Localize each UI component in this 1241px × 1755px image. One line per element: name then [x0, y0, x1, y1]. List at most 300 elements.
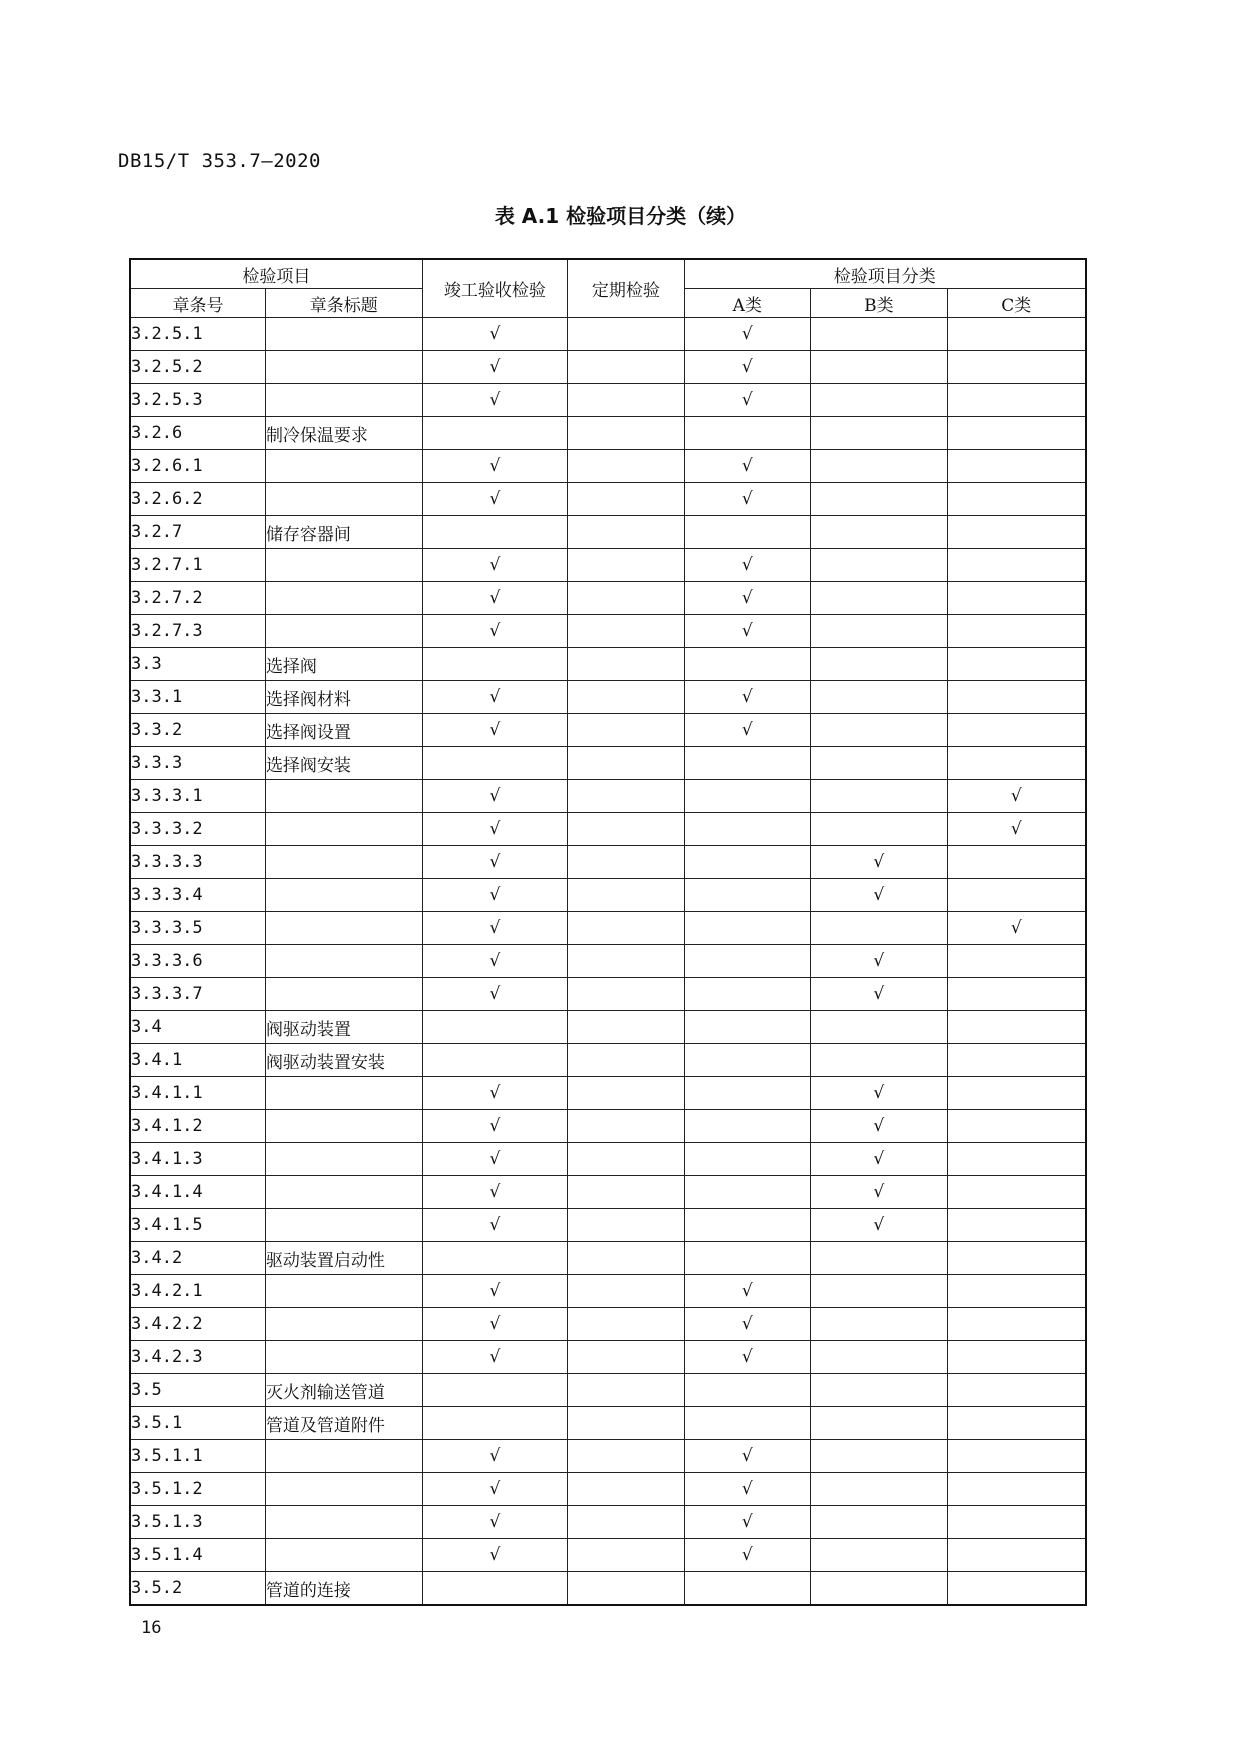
- periodic-check-cell: [568, 780, 684, 813]
- completion-check-cell: √: [422, 1473, 568, 1506]
- class-c-check-cell: [947, 1011, 1086, 1044]
- chapter-title-cell: [265, 384, 422, 417]
- chapter-title-cell: [265, 780, 422, 813]
- completion-check-cell: √: [422, 351, 568, 384]
- class-b-check-cell: [811, 582, 948, 615]
- chapter-number-cell: 3.4.2: [130, 1242, 265, 1275]
- completion-check-cell: √: [422, 615, 568, 648]
- class-c-check-cell: [947, 384, 1086, 417]
- class-a-check-cell: [684, 846, 810, 879]
- chapter-title-cell: [265, 978, 422, 1011]
- class-c-check-cell: [947, 681, 1086, 714]
- completion-check-cell: √: [422, 582, 568, 615]
- table-row: [130, 813, 1086, 846]
- inspection-classification-table: [129, 258, 1087, 1606]
- periodic-check-cell: [568, 681, 684, 714]
- class-a-check-cell: [684, 1077, 810, 1110]
- class-a-check-cell: [684, 1209, 810, 1242]
- class-a-check-cell: √: [684, 1341, 810, 1374]
- class-a-check-cell: [684, 1044, 810, 1077]
- class-b-check-cell: [811, 1308, 948, 1341]
- completion-check-cell: √: [422, 912, 568, 945]
- chapter-number-cell: 3.3.2: [130, 714, 265, 747]
- class-c-check-cell: [947, 549, 1086, 582]
- class-a-check-cell: √: [684, 1539, 810, 1572]
- periodic-check-cell: [568, 1473, 684, 1506]
- periodic-check-cell: [568, 384, 684, 417]
- class-a-check-cell: [684, 648, 810, 681]
- class-b-check-cell: [811, 1044, 948, 1077]
- chapter-number-cell: 3.3.3.1: [130, 780, 265, 813]
- completion-check-cell: √: [422, 813, 568, 846]
- class-a-check-cell: √: [684, 318, 810, 351]
- chapter-number-cell: 3.2.6.1: [130, 450, 265, 483]
- periodic-check-cell: [568, 582, 684, 615]
- completion-check-cell: √: [422, 1506, 568, 1539]
- class-a-check-cell: √: [684, 1308, 810, 1341]
- chapter-title-cell: 选择阀安装: [265, 747, 422, 780]
- periodic-check-cell: [568, 516, 684, 549]
- class-a-check-cell: √: [684, 549, 810, 582]
- periodic-check-cell: [568, 1077, 684, 1110]
- chapter-title-cell: 灭火剂输送管道: [265, 1374, 422, 1407]
- class-c-check-cell: [947, 1209, 1086, 1242]
- chapter-number-cell: 3.4.1.3: [130, 1143, 265, 1176]
- chapter-number-cell: 3.2.6.2: [130, 483, 265, 516]
- periodic-check-cell: [568, 1440, 684, 1473]
- class-b-check-cell: [811, 747, 948, 780]
- chapter-title-cell: 储存容器间: [265, 516, 422, 549]
- class-c-check-cell: [947, 1341, 1086, 1374]
- chapter-number-cell: 3.5.1.4: [130, 1539, 265, 1572]
- table-row: [130, 945, 1086, 978]
- class-b-check-cell: [811, 615, 948, 648]
- table-row: [130, 1473, 1086, 1506]
- class-c-check-cell: [947, 1407, 1086, 1440]
- periodic-check-cell: [568, 1011, 684, 1044]
- chapter-number-cell: 3.2.5.3: [130, 384, 265, 417]
- table-title: 表 A.1 检验项目分类（续）: [494, 204, 747, 228]
- periodic-check-cell: [568, 1506, 684, 1539]
- chapter-number-cell: 3.2.5.2: [130, 351, 265, 384]
- table-row: [130, 1374, 1086, 1407]
- periodic-check-cell: [568, 1407, 684, 1440]
- chapter-title-cell: 制冷保温要求: [265, 417, 422, 450]
- class-b-check-cell: [811, 1539, 948, 1572]
- class-a-check-cell: [684, 813, 810, 846]
- periodic-check-cell: [568, 351, 684, 384]
- table-row: [130, 1275, 1086, 1308]
- completion-check-cell: √: [422, 1341, 568, 1374]
- table-body: [130, 318, 1086, 1606]
- header-chapter-number: 章条号: [130, 289, 265, 318]
- periodic-check-cell: [568, 483, 684, 516]
- class-a-check-cell: [684, 978, 810, 1011]
- class-b-check-cell: √: [811, 1110, 948, 1143]
- table-row: [130, 1539, 1086, 1572]
- table-row: [130, 1110, 1086, 1143]
- class-c-check-cell: [947, 846, 1086, 879]
- periodic-check-cell: [568, 912, 684, 945]
- periodic-check-cell: [568, 846, 684, 879]
- class-c-check-cell: [947, 1044, 1086, 1077]
- periodic-check-cell: [568, 450, 684, 483]
- chapter-title-cell: [265, 1308, 422, 1341]
- class-b-check-cell: √: [811, 846, 948, 879]
- chapter-number-cell: 3.5.1: [130, 1407, 265, 1440]
- table-row: [130, 318, 1086, 351]
- chapter-title-cell: [265, 1176, 422, 1209]
- chapter-title-cell: 阀驱动装置安装: [265, 1044, 422, 1077]
- class-b-check-cell: [811, 1275, 948, 1308]
- chapter-number-cell: 3.2.7: [130, 516, 265, 549]
- class-a-check-cell: [684, 1011, 810, 1044]
- class-c-check-cell: [947, 450, 1086, 483]
- class-c-check-cell: [947, 1440, 1086, 1473]
- class-a-check-cell: [684, 747, 810, 780]
- class-c-check-cell: [947, 1275, 1086, 1308]
- table-row: [130, 384, 1086, 417]
- class-b-check-cell: [811, 1407, 948, 1440]
- chapter-title-cell: [265, 549, 422, 582]
- periodic-check-cell: [568, 714, 684, 747]
- table-row: [130, 483, 1086, 516]
- periodic-check-cell: [568, 1374, 684, 1407]
- class-c-check-cell: [947, 1506, 1086, 1539]
- completion-check-cell: √: [422, 483, 568, 516]
- chapter-title-cell: [265, 813, 422, 846]
- chapter-number-cell: 3.4.2.2: [130, 1308, 265, 1341]
- class-a-check-cell: [684, 1407, 810, 1440]
- class-a-check-cell: √: [684, 1473, 810, 1506]
- class-a-check-cell: √: [684, 384, 810, 417]
- class-a-check-cell: √: [684, 1506, 810, 1539]
- class-a-check-cell: [684, 1143, 810, 1176]
- table-row: [130, 1308, 1086, 1341]
- chapter-title-cell: [265, 1539, 422, 1572]
- class-c-check-cell: [947, 483, 1086, 516]
- class-b-check-cell: [811, 912, 948, 945]
- chapter-title-cell: [265, 945, 422, 978]
- class-a-check-cell: √: [684, 582, 810, 615]
- chapter-title-cell: [265, 846, 422, 879]
- table-row: [130, 1044, 1086, 1077]
- chapter-number-cell: 3.3.1: [130, 681, 265, 714]
- class-c-check-cell: [947, 879, 1086, 912]
- chapter-title-cell: 选择阀设置: [265, 714, 422, 747]
- completion-check-cell: √: [422, 879, 568, 912]
- header-inspection-items: 检验项目: [130, 259, 422, 289]
- chapter-number-cell: 3.2.7.1: [130, 549, 265, 582]
- completion-check-cell: √: [422, 318, 568, 351]
- periodic-check-cell: [568, 615, 684, 648]
- class-c-check-cell: [947, 978, 1086, 1011]
- chapter-number-cell: 3.3.3.5: [130, 912, 265, 945]
- class-a-check-cell: [684, 516, 810, 549]
- chapter-number-cell: 3.5.1.1: [130, 1440, 265, 1473]
- class-b-check-cell: √: [811, 879, 948, 912]
- chapter-title-cell: [265, 1341, 422, 1374]
- class-c-check-cell: [947, 1308, 1086, 1341]
- header-item-classification: 检验项目分类: [684, 259, 1086, 289]
- periodic-check-cell: [568, 648, 684, 681]
- chapter-number-cell: 3.3: [130, 648, 265, 681]
- completion-check-cell: √: [422, 1077, 568, 1110]
- class-a-check-cell: [684, 945, 810, 978]
- header-periodic-inspection: 定期检验: [568, 259, 684, 318]
- class-b-check-cell: [811, 1341, 948, 1374]
- completion-check-cell: √: [422, 681, 568, 714]
- table-row: [130, 1506, 1086, 1539]
- chapter-title-cell: [265, 1275, 422, 1308]
- completion-check-cell: √: [422, 549, 568, 582]
- chapter-title-cell: 选择阀: [265, 648, 422, 681]
- class-b-check-cell: [811, 1473, 948, 1506]
- class-b-check-cell: [811, 318, 948, 351]
- completion-check-cell: √: [422, 1143, 568, 1176]
- periodic-check-cell: [568, 1209, 684, 1242]
- chapter-title-cell: [265, 879, 422, 912]
- class-b-check-cell: [811, 384, 948, 417]
- chapter-number-cell: 3.2.5.1: [130, 318, 265, 351]
- class-c-check-cell: [947, 945, 1086, 978]
- table-row: [130, 846, 1086, 879]
- chapter-title-cell: 选择阀材料: [265, 681, 422, 714]
- chapter-title-cell: 阀驱动装置: [265, 1011, 422, 1044]
- class-b-check-cell: [811, 813, 948, 846]
- class-c-check-cell: [947, 516, 1086, 549]
- chapter-number-cell: 3.5.1.2: [130, 1473, 265, 1506]
- chapter-number-cell: 3.3.3.6: [130, 945, 265, 978]
- periodic-check-cell: [568, 879, 684, 912]
- table-row: [130, 879, 1086, 912]
- chapter-title-cell: [265, 582, 422, 615]
- chapter-title-cell: [265, 450, 422, 483]
- chapter-title-cell: [265, 615, 422, 648]
- completion-check-cell: √: [422, 1176, 568, 1209]
- periodic-check-cell: [568, 417, 684, 450]
- table-row: [130, 582, 1086, 615]
- table-row: [130, 615, 1086, 648]
- table-row: [130, 1407, 1086, 1440]
- class-a-check-cell: [684, 780, 810, 813]
- class-c-check-cell: [947, 747, 1086, 780]
- table-row: [130, 1209, 1086, 1242]
- class-c-check-cell: [947, 417, 1086, 450]
- class-a-check-cell: [684, 1176, 810, 1209]
- chapter-number-cell: 3.4: [130, 1011, 265, 1044]
- class-c-check-cell: √: [947, 780, 1086, 813]
- header-class-c: C类: [947, 289, 1086, 318]
- class-a-check-cell: [684, 1374, 810, 1407]
- class-c-check-cell: [947, 714, 1086, 747]
- chapter-number-cell: 3.3.3: [130, 747, 265, 780]
- table-row: [130, 978, 1086, 1011]
- chapter-title-cell: [265, 1506, 422, 1539]
- class-a-check-cell: [684, 912, 810, 945]
- chapter-title-cell: [265, 912, 422, 945]
- completion-check-cell: [422, 1044, 568, 1077]
- class-b-check-cell: [811, 681, 948, 714]
- class-b-check-cell: [811, 648, 948, 681]
- class-c-check-cell: [947, 1242, 1086, 1275]
- periodic-check-cell: [568, 1341, 684, 1374]
- table-row: [130, 516, 1086, 549]
- class-b-check-cell: √: [811, 1176, 948, 1209]
- completion-check-cell: √: [422, 1539, 568, 1572]
- class-b-check-cell: √: [811, 978, 948, 1011]
- class-b-check-cell: [811, 714, 948, 747]
- chapter-number-cell: 3.4.1: [130, 1044, 265, 1077]
- class-b-check-cell: [811, 1374, 948, 1407]
- class-b-check-cell: [811, 483, 948, 516]
- class-a-check-cell: [684, 1242, 810, 1275]
- class-b-check-cell: [811, 549, 948, 582]
- table-row: [130, 351, 1086, 384]
- class-a-check-cell: √: [684, 483, 810, 516]
- completion-check-cell: √: [422, 978, 568, 1011]
- completion-check-cell: [422, 1374, 568, 1407]
- class-c-check-cell: [947, 351, 1086, 384]
- class-b-check-cell: √: [811, 1209, 948, 1242]
- chapter-title-cell: [265, 1440, 422, 1473]
- chapter-title-cell: 管道的连接: [265, 1572, 422, 1606]
- chapter-number-cell: 3.4.1.1: [130, 1077, 265, 1110]
- table-row: [130, 1143, 1086, 1176]
- table-row: [130, 1341, 1086, 1374]
- class-b-check-cell: [811, 351, 948, 384]
- class-b-check-cell: [811, 780, 948, 813]
- class-b-check-cell: √: [811, 945, 948, 978]
- chapter-title-cell: [265, 483, 422, 516]
- completion-check-cell: √: [422, 1209, 568, 1242]
- periodic-check-cell: [568, 549, 684, 582]
- completion-check-cell: √: [422, 714, 568, 747]
- document-code: DB15/T 353.7—2020: [118, 150, 321, 172]
- class-c-check-cell: [947, 615, 1086, 648]
- chapter-number-cell: 3.3.3.4: [130, 879, 265, 912]
- periodic-check-cell: [568, 1308, 684, 1341]
- periodic-check-cell: [568, 945, 684, 978]
- class-b-check-cell: [811, 1011, 948, 1044]
- chapter-title-cell: [265, 1143, 422, 1176]
- class-a-check-cell: [684, 1572, 810, 1606]
- periodic-check-cell: [568, 318, 684, 351]
- periodic-check-cell: [568, 747, 684, 780]
- class-c-check-cell: [947, 1110, 1086, 1143]
- completion-check-cell: [422, 417, 568, 450]
- chapter-number-cell: 3.4.2.3: [130, 1341, 265, 1374]
- table-row: [130, 549, 1086, 582]
- chapter-number-cell: 3.4.1.4: [130, 1176, 265, 1209]
- table-row: [130, 417, 1086, 450]
- class-c-check-cell: [947, 1473, 1086, 1506]
- table-row: [130, 1011, 1086, 1044]
- periodic-check-cell: [568, 1044, 684, 1077]
- periodic-check-cell: [568, 1539, 684, 1572]
- table-row: [130, 714, 1086, 747]
- table-row: [130, 1572, 1086, 1606]
- class-a-check-cell: √: [684, 351, 810, 384]
- header-chapter-title: 章条标题: [265, 289, 422, 318]
- completion-check-cell: √: [422, 1440, 568, 1473]
- periodic-check-cell: [568, 1143, 684, 1176]
- chapter-title-cell: 驱动装置启动性: [265, 1242, 422, 1275]
- periodic-check-cell: [568, 1572, 684, 1606]
- chapter-number-cell: 3.4.1.5: [130, 1209, 265, 1242]
- class-b-check-cell: [811, 1506, 948, 1539]
- completion-check-cell: [422, 516, 568, 549]
- periodic-check-cell: [568, 1242, 684, 1275]
- class-a-check-cell: [684, 879, 810, 912]
- chapter-number-cell: 3.5.2: [130, 1572, 265, 1606]
- class-b-check-cell: [811, 1440, 948, 1473]
- table-row: [130, 648, 1086, 681]
- chapter-number-cell: 3.5.1.3: [130, 1506, 265, 1539]
- class-c-check-cell: [947, 1176, 1086, 1209]
- class-b-check-cell: [811, 516, 948, 549]
- chapter-number-cell: 3.4.1.2: [130, 1110, 265, 1143]
- class-b-check-cell: [811, 417, 948, 450]
- table-row: [130, 780, 1086, 813]
- page-number: 16: [141, 1618, 162, 1638]
- completion-check-cell: [422, 1572, 568, 1606]
- completion-check-cell: √: [422, 945, 568, 978]
- class-c-check-cell: [947, 318, 1086, 351]
- completion-check-cell: √: [422, 1308, 568, 1341]
- class-c-check-cell: √: [947, 813, 1086, 846]
- chapter-number-cell: 3.3.3.7: [130, 978, 265, 1011]
- chapter-title-cell: [265, 351, 422, 384]
- class-a-check-cell: √: [684, 1440, 810, 1473]
- table-row: [130, 747, 1086, 780]
- chapter-title-cell: [265, 318, 422, 351]
- periodic-check-cell: [568, 1275, 684, 1308]
- header-class-b: B类: [811, 289, 948, 318]
- class-c-check-cell: [947, 582, 1086, 615]
- table-row: [130, 681, 1086, 714]
- class-a-check-cell: √: [684, 450, 810, 483]
- completion-check-cell: √: [422, 1110, 568, 1143]
- table-row: [130, 450, 1086, 483]
- class-a-check-cell: [684, 1110, 810, 1143]
- class-c-check-cell: √: [947, 912, 1086, 945]
- table-row: [130, 1242, 1086, 1275]
- completion-check-cell: √: [422, 450, 568, 483]
- periodic-check-cell: [568, 1176, 684, 1209]
- completion-check-cell: [422, 1011, 568, 1044]
- table-row: [130, 1440, 1086, 1473]
- chapter-number-cell: 3.2.7.3: [130, 615, 265, 648]
- class-c-check-cell: [947, 648, 1086, 681]
- header-class-a: A类: [684, 289, 810, 318]
- chapter-title-cell: [265, 1473, 422, 1506]
- header-completion-inspection: 竣工验收检验: [422, 259, 568, 318]
- periodic-check-cell: [568, 813, 684, 846]
- class-b-check-cell: [811, 1242, 948, 1275]
- class-c-check-cell: [947, 1374, 1086, 1407]
- chapter-title-cell: [265, 1209, 422, 1242]
- class-a-check-cell: √: [684, 1275, 810, 1308]
- class-b-check-cell: √: [811, 1077, 948, 1110]
- chapter-title-cell: 管道及管道附件: [265, 1407, 422, 1440]
- chapter-number-cell: 3.5: [130, 1374, 265, 1407]
- chapter-number-cell: 3.2.7.2: [130, 582, 265, 615]
- completion-check-cell: [422, 1242, 568, 1275]
- completion-check-cell: √: [422, 846, 568, 879]
- completion-check-cell: [422, 648, 568, 681]
- chapter-number-cell: 3.2.6: [130, 417, 265, 450]
